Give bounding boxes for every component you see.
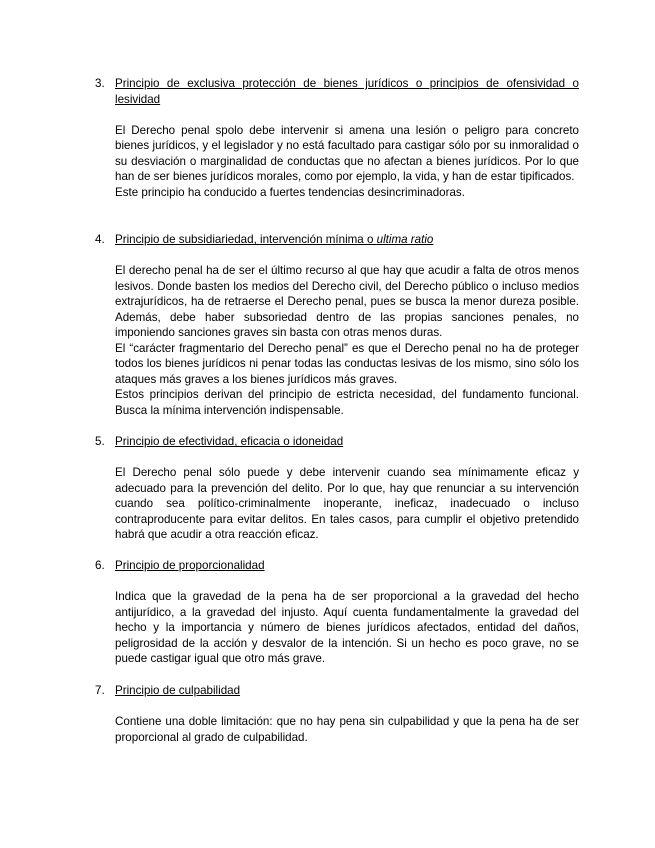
- section-number: 6.: [95, 559, 105, 572]
- paragraph: El Derecho penal sólo puede y debe intervenir cuando sea mínimamente eficaz y adecuado para la prevención del delito. Por lo que, hay que renunciar a su intervención cuando sea político-criminalmente inoperante, ineficaz, inadecuado o incluso contraproducente para evitar delitos. En tales casos, para cumplir el objetivo pretendido habrá que acudir a otra reacción eficaz.: [115, 466, 579, 541]
- section-body: [115, 123, 579, 201]
- section-heading: [95, 232, 579, 248]
- paragraph: El Derecho penal spolo debe intervenir si amena una lesión o peligro para concreto bienes jurídicos, y el legislador y no está facultado para castigar sólo por su inmoralidad o su desviación o marginalidad de conductas que no afectan a bienes jurídicos. Por lo que han de ser bienes jurídicos morales, como por ejemplo, la vida, y han de estar tipificados.: [115, 123, 579, 183]
- section-principio-culpabilidad: [95, 683, 579, 745]
- section-principio-proporcionalidad: [95, 558, 579, 667]
- section-body: [115, 589, 579, 667]
- section-body: [115, 465, 579, 543]
- paragraph: El “carácter fragmentario del Derecho penal” es que el Derecho penal no ha de proteger todos los bienes jurídicos ni penar todas las conductas lesivas de los mismo, sino sólo los ataques más graves a los bienes jurídicos más graves.: [115, 341, 579, 386]
- section-number: 7.: [95, 684, 105, 697]
- section-principio-efectividad: [95, 434, 579, 543]
- paragraph: Indica que la gravedad de la pena ha de ser proporcional a la gravedad del hecho antijurídico, a la gravedad del injusto. Aquí cuenta fundamentalmente la gravedad del hecho y la importancia y número de bienes jurídicos afectados, entidad del daños, peligrosidad de la acción y desvalor de la intención. Si un hecho es poco grave, no se puede castigar igual que otro más grave.: [115, 590, 579, 665]
- section-body: [115, 714, 579, 745]
- section-heading: [95, 434, 579, 450]
- section-number: 4.: [95, 233, 105, 246]
- section-title: Principio de proporcionalidad: [115, 559, 265, 572]
- section-heading: [95, 558, 579, 574]
- section-title: [115, 233, 433, 246]
- section-title: Principio de culpabilidad: [115, 684, 241, 697]
- section-title: Principio de efectividad, eficacia o idoneidad: [115, 435, 344, 448]
- section-title-text: Principio de subsidiariedad, intervención mínima o: [115, 233, 377, 246]
- section-principio-subsidiariedad: [95, 232, 579, 418]
- section-number: 5.: [95, 435, 105, 448]
- section-title-italic: ultima ratio: [376, 233, 434, 246]
- section-principio-ofensividad: [95, 76, 579, 200]
- paragraph: Contiene una doble limitación: que no hay pena sin culpabilidad y que la pena ha de ser proporcional al grado de culpabilidad.: [115, 715, 579, 744]
- paragraph: El derecho penal ha de ser el último recurso al que hay que acudir a falta de otros menos lesivos. Donde basten los medios del Derecho civil, del Derecho público o incluso medios extrajurídicos, ha de retraerse el Derecho penal, pues se busca la menor dureza posible. Además, debe haber subsoriedad dentro de las propias sanciones penales, no imponiendo sanciones graves sin basta con otras menos duras.: [115, 264, 579, 339]
- paragraph: Este principio ha conducido a fuertes tendencias desincriminadoras.: [115, 185, 465, 199]
- section-heading: [95, 76, 579, 107]
- section-body: [115, 263, 579, 418]
- section-heading: [95, 683, 579, 699]
- paragraph: Estos principios derivan del principio de estricta necesidad, del fundamento funcional. Busca la mínima intervención indispensable.: [115, 388, 579, 417]
- section-title: Principio de exclusiva protección de bienes jurídicos o principios de ofensividad o lesividad: [115, 77, 579, 106]
- section-number: 3.: [95, 77, 105, 90]
